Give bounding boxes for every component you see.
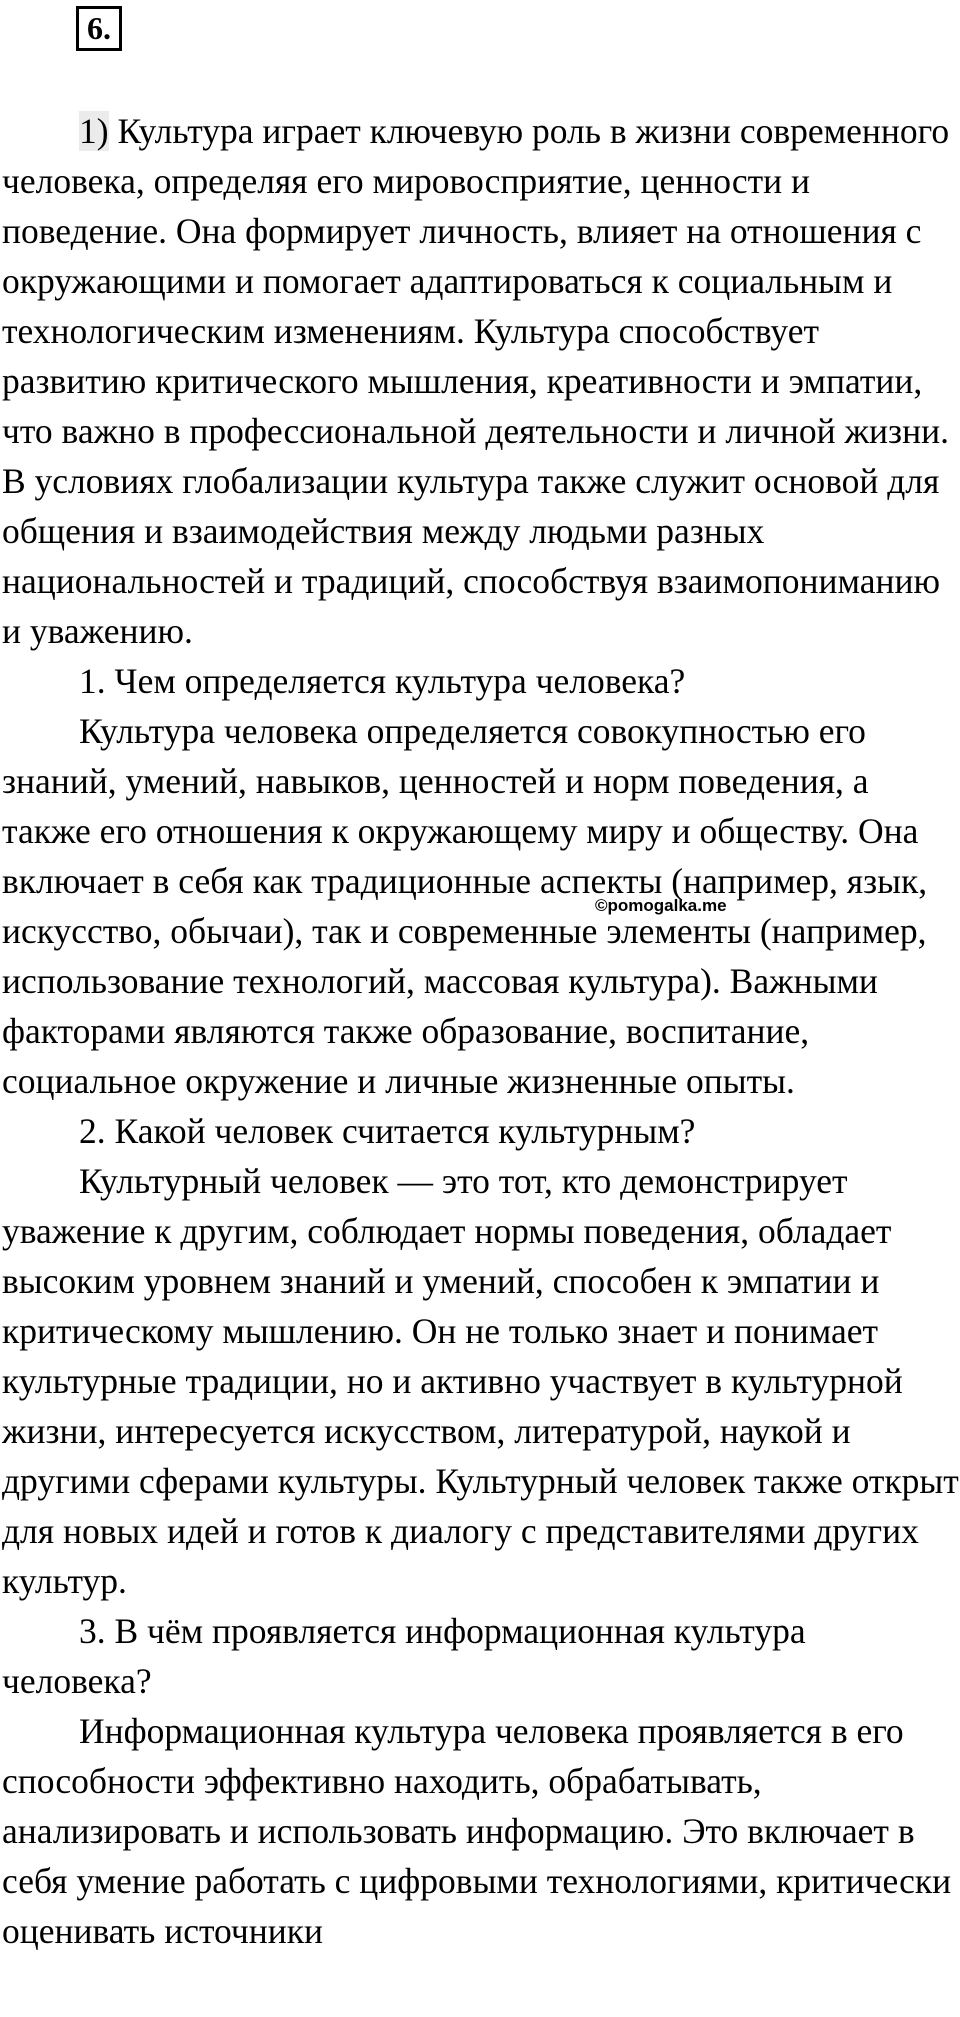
watermark: ©pomogalka.me [595,896,727,915]
intro-text: Культура играет ключевую роль в жизни современного человека, определяя его мировосприятие, ценности и поведение. Она формирует личность, влияет на отношения с окружающими и помогает адаптироваться к социальным и технологическим изменениям. Культура способствует развитию критического мышления, креативности и эмпатии, что важно в профессиональной деятельности и личной жизни. В условиях глобализации культура также служит основой для общения и взаимодействия между людьми разных национальностей и традиций, способствуя взаимопониманию и уважению. [2,111,950,651]
answer-2: Культурный человек — это тот, кто демонстрирует уважение к другим, соблюдает нормы поведения, обладает высоким уровнем знаний и умений, способен к эмпатии и критическому мышлению. Он не только знает и понимает культурные традиции, но и активно участвует в культурной жизни, интересуется искусством, литературой, наукой и другими сферами культуры. Культурный человек также открыт для новых идей и готов к диалогу с представителями других культур. [2,1161,959,1601]
task-number-badge: 6. [76,6,122,51]
answer-3: Информационная культура человека проявляется в его способности эффективно находить, обрабатывать, анализировать и использовать информацию. Это включает в себя умение работать с цифровыми технологиями, критически оценивать источники [2,1711,952,1951]
intro-paragraph [2,106,960,656]
document-body [2,106,960,1956]
question-1: 1. Чем определяется культура человека? [79,661,686,701]
question-2: 2. Какой человек считается культурным? [79,1111,696,1151]
item-marker: 1) [79,111,109,151]
answer-1: Культура человека определяется совокупностью его знаний, умений, навыков, ценностей и норм поведения, а также его отношения к окружающему миру и обществу. Она включает в себя как традиционные аспекты (например, язык, искусство, обычаи), так и современные элементы (например, использование технологий, массовая культура). Важными факторами являются также образование, воспитание, социальное окружение и личные жизненные опыты. [2,711,928,1101]
question-3: 3. В чём проявляется информационная культура человека? [2,1611,806,1701]
